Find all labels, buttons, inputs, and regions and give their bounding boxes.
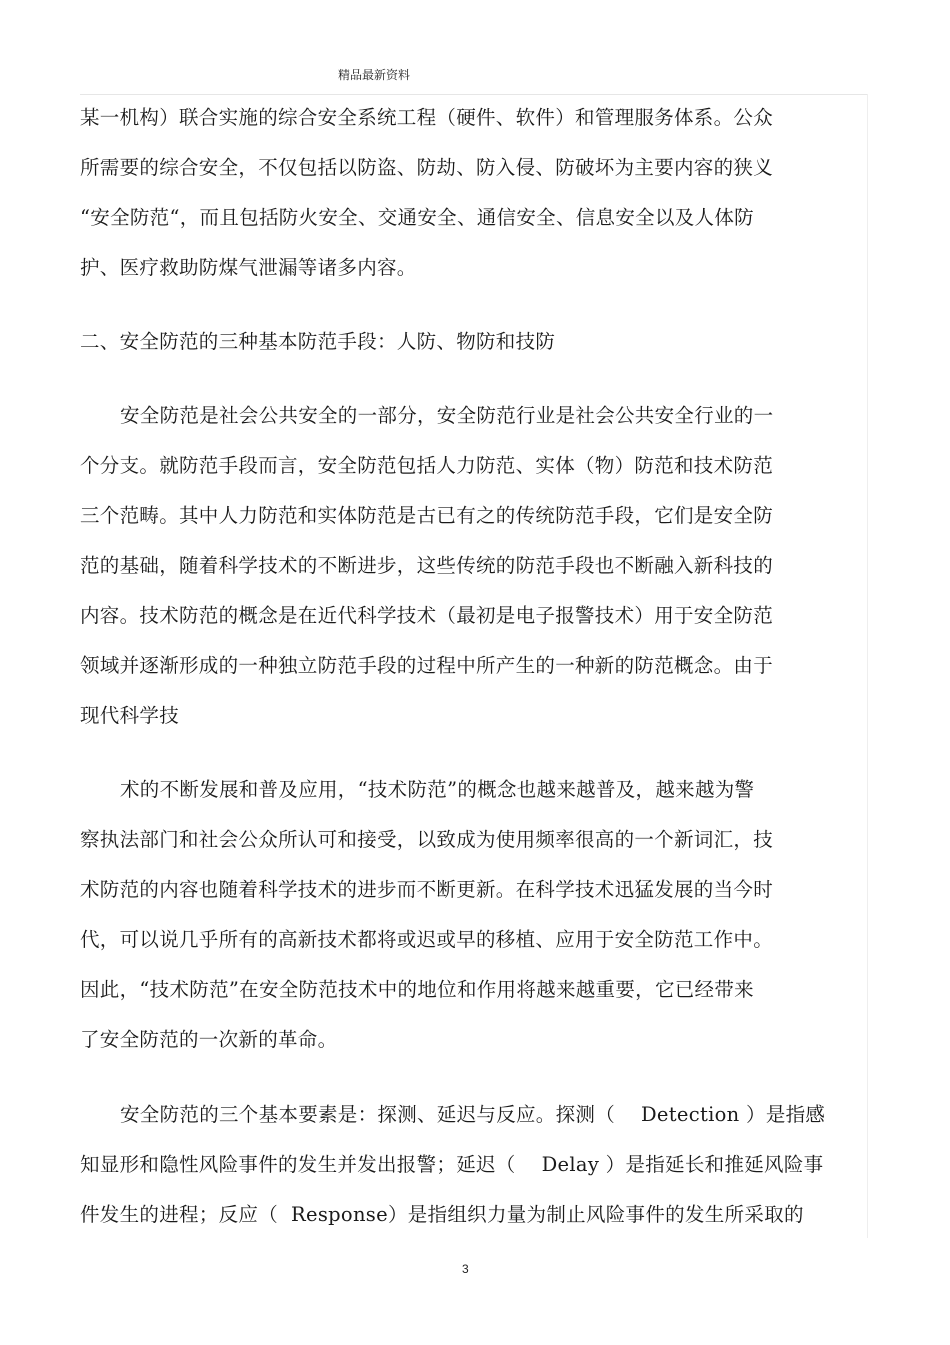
text-line: 术的不断发展和普及应用，“技术防范”的概念也越来越普及，越来越为警 <box>120 778 755 801</box>
text-line: 安全防范的三个基本要素是：探测、延迟与反应。探测（ Detection ）是指感 <box>120 1103 826 1126</box>
text-line: 因此，“技术防范”在安全防范技术中的地位和作用将越来越重要，它已经带来 <box>80 978 754 1001</box>
text-line: 了安全防范的一次新的革命。 <box>80 1028 338 1051</box>
text-line: 安全防范是社会公共安全的一部分，安全防范行业是社会公共安全行业的一 <box>120 404 774 427</box>
text-line: 某一机构）联合实施的综合安全系统工程（硬件、软件）和管理服务体系。公众 <box>80 106 774 129</box>
page-number: 3 <box>462 1262 469 1276</box>
text-line: 领域并逐渐形成的一种独立防范手段的过程中所产生的一种新的防范概念。由于 <box>80 654 774 677</box>
text-line: 三个范畴。其中人力防范和实体防范是古已有之的传统防范手段，它们是安全防 <box>80 504 774 527</box>
text-line: 察执法部门和社会公众所认可和接受，以致成为使用频率很高的一个新词汇，技 <box>80 828 774 851</box>
text-line: 范的基础，随着科学技术的不断进步，这些传统的防范手段也不断融入新科技的 <box>80 554 774 577</box>
text-line: 代，可以说几乎所有的高新技术都将或迟或早的移植、应用于安全防范工作中。 <box>80 928 774 951</box>
text-line: 现代科学技 <box>80 704 180 727</box>
header-divider <box>80 94 868 95</box>
text-line: 件发生的进程；反应（ Response）是指组织力量为制止风险事件的发生所采取的 <box>80 1203 804 1226</box>
right-margin-line <box>867 94 868 1238</box>
text-line: 所需要的综合安全，不仅包括以防盗、防劫、防入侵、防破坏为主要内容的狭义 <box>80 156 774 179</box>
section-heading: 二、安全防范的三种基本防范手段：人防、物防和技防 <box>80 330 556 353</box>
text-line: “安全防范“，而且包括防火安全、交通安全、通信安全、信息安全以及人体防 <box>80 206 754 229</box>
text-line: 术防范的内容也随着科学技术的进步而不断更新。在科学技术迅猛发展的当今时 <box>80 878 774 901</box>
text-line: 内容。技术防范的概念是在近代科学技术（最初是电子报警技术）用于安全防范 <box>80 604 774 627</box>
text-line: 护、医疗救助防煤气泄漏等诸多内容。 <box>80 256 417 279</box>
text-line: 个分支。就防范手段而言，安全防范包括人力防范、实体（物）防范和技术防范 <box>80 454 774 477</box>
text-line: 知显形和隐性风险事件的发生并发出报警；延迟（ Delay ）是指延长和推延风险事 <box>80 1153 824 1176</box>
document-header: 精品最新资料 <box>338 68 411 82</box>
